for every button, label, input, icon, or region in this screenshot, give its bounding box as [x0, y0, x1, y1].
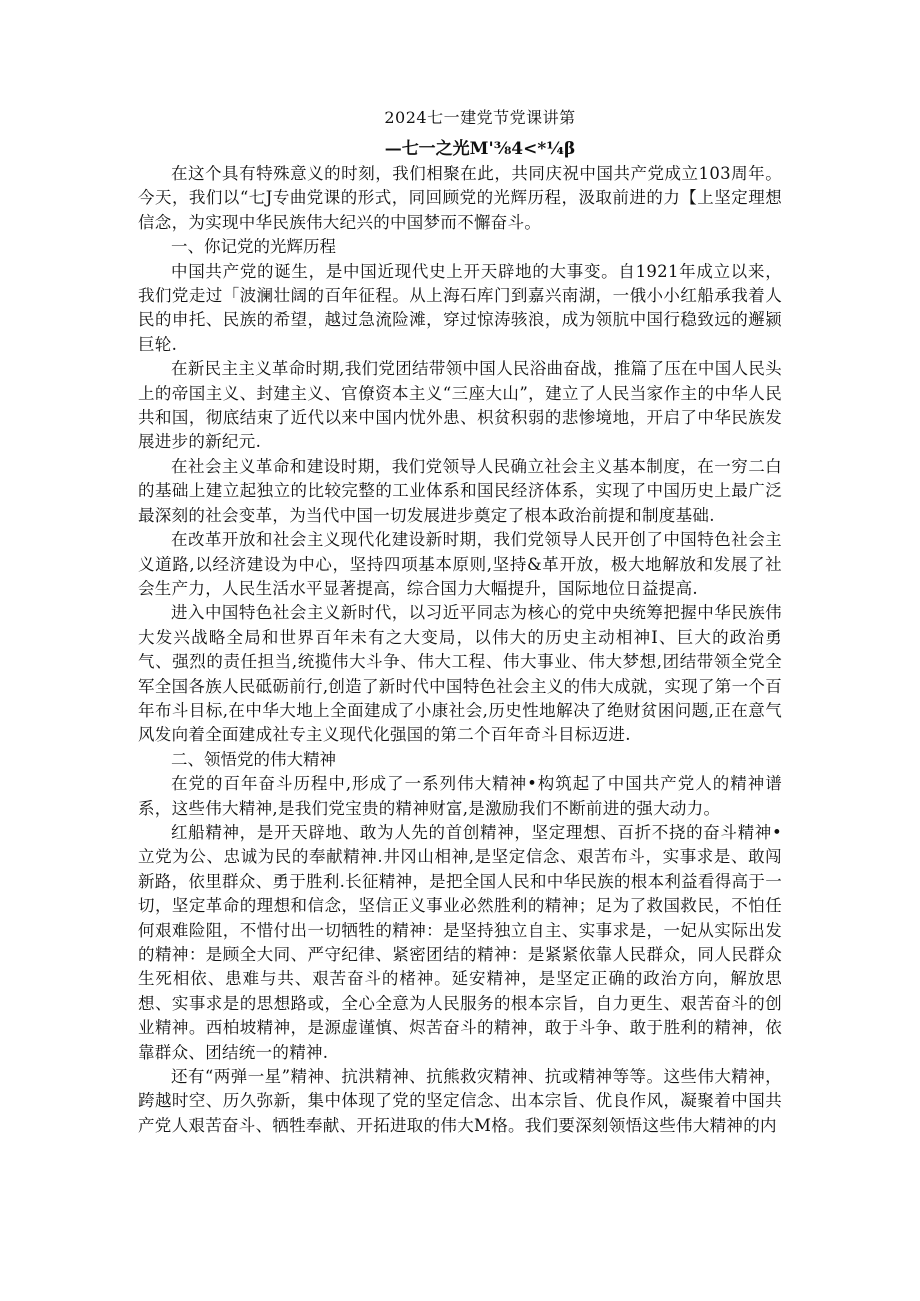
body-paragraph: 还有“两弹一星”精神、抗洪精神、抗熊救灾精神、抗或精神等等。这些伟大精神，跨越时空、历久弥新，集中体现了党的坚定信念、出本宗旨、优良作风，凝聚着中国共产党人艰苦奋斗、牺牲奉献、开拓进取的伟大M格。我们要深刻领悟这些伟大精神的内: [138, 1067, 782, 1135]
body-paragraph: 红船精神，是开天辟地、敢为人先的首创精神，坚定理想、百折不挠的奋斗精神•立党为公、忠诚为民的奉献精神.井冈山相神,是坚定信念、艰苦布斗，实事求是、敢闯新路，依里群众、勇于胜利.长征精神，是把全国人民和中华民族的根本利益看得高于一切，坚定革命的理想和信念，坚信正义事业必然胜利的精神；足为了救国救民，不怕任何艰难险阻，不惜付出一切牺牲的精神：是坚持独立自主、实事求是，一妃从实际出发的精神：是顾全大同、严守纪律、紧密团结的精神：是紧紧依靠人民群众，同人民群众生死相依、患难与共、艰苦奋斗的楮神。延安精神，是坚定正确的政治方向，解放思想、实事求是的思想路或，全心全意为人民服务的根本宗旨，自力更生、艰苦奋斗的创业精神。西柏坡精神，是源虚谨慎、烬苦奋斗的精神，敢于斗争、敢于胜利的精神，依靠群众、团结统一的精神.: [138, 822, 782, 1062]
body-paragraph: 在改革开放和社会主义现代化建设新时期，我们党领导人民开创了中国特色社会主义道路,以经济建设为中心，坚持四项基本原则,坚持&革开放，极大地解放和发展了社会生产力，人民生活水平显著提高，综合国力大幅提升，国际地位日益提高.: [138, 530, 782, 598]
body-paragraph: 在这个具有特殊意义的时刻，我们相聚在此，共同庆祝中国共产党成立103周年。今天，我们以“七J专曲党课的形式，同回顾党的光辉历程，汲取前进的力【上坚定理想信念，为实现中华民族伟大纪兴的中国梦而不懈奋斗。: [138, 164, 782, 232]
body-paragraph: 中国共产党的诞生，是中国近现代史上开天辟地的大事变。自1921年成立以来，我们党走过「波澜壮阔的百年征程。从上海石库门到嘉兴南湖，一俄小小红船承我着人民的申托、民族的希望，越过急流险滩，穿过惊涛骇浪，成为领肮中国行稳致远的邂颍巨轮.: [138, 261, 782, 354]
document-title: 2024七一建党节党课讲第: [384, 108, 576, 127]
section-heading: 一、你记党的光辉历程: [171, 237, 336, 257]
document-subtitle: —七一之光M'⅜4<*¼β: [384, 139, 576, 159]
body-paragraph: 在社会主义革命和建设时期，我们党领导人民确立社会主义基本制度，在一穷二白的基础上建立起独立的比较完整的工业体系和国民经济体系，实现了中国历史上最广泛最深刻的社会变革，为当代中国一切发展进步奠定了根本政治前提和制度基础.: [138, 456, 782, 525]
body-paragraph: 在党的百年奋斗历程中,形成了一系列伟大精神•构筑起了中国共产党人的精神谱系，这些伟大精神,是我们党宝贵的精神财富,是激励我们不断前进的强大动力。: [138, 774, 782, 818]
body-paragraph: 在新民主主义革命时期,我们党团结带领中国人民浴曲奋战，推篇了压在中国人民头上的帝国主义、封建主义、官僚资本主义“三座大山”，建立了人民当家作主的中华人民共和国，彻底结束了近代以来中国内忧外患、枳贫积弱的悲惨境地，开启了中华民族发展进步的新纪元.: [138, 359, 782, 452]
document-body: [138, 162, 782, 1138]
document-page: [138, 106, 782, 1138]
body-paragraph: 进入中国特色社会主义新时代，以习近平同志为核心的党中央统筹把握中华民族伟大发兴战略全局和世界百年未有之大变局，以伟大的历史主动相神I、巨大的政治勇气、强烈的责任担当,统揽伟大斗争、伟大工程、伟大事业、伟大梦想,团结带领全党全军全国各族人民砥砺前行,创造了新时代中国特色社会主义的伟大成就，实现了第一个百年布斗目标,在中华大地上全面建成了小康社会,历史性地解决了绝财贫困问题,正在意气风发向着全面建成社专主义现代化强国的第二个百年奇斗目标迈进.: [138, 603, 782, 745]
section-heading: 二、领悟党的伟大精神: [171, 749, 336, 769]
